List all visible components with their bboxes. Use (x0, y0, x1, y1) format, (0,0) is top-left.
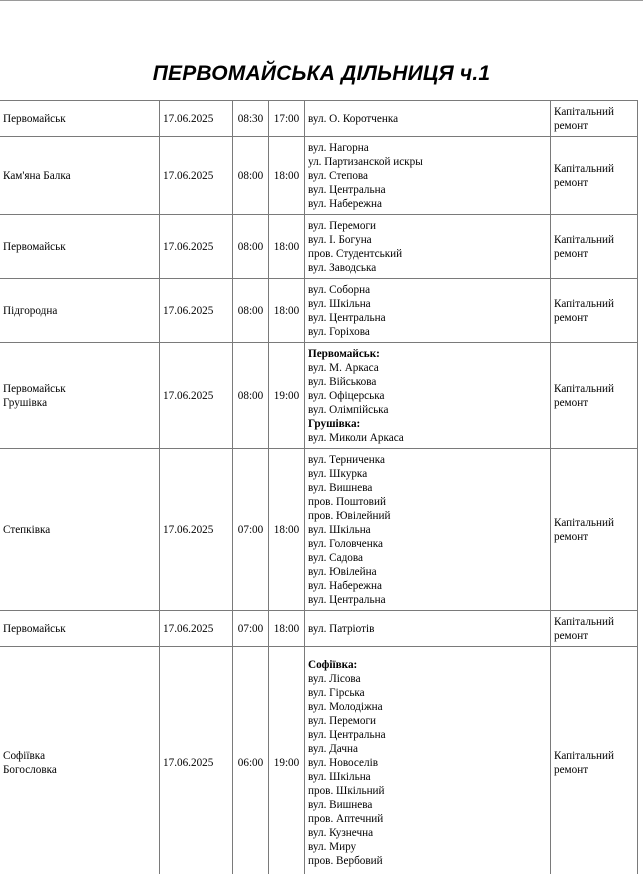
location-name: Степківка (3, 523, 51, 536)
street-line: вул. Перемоги (308, 219, 377, 232)
streets-cell (305, 215, 551, 279)
location-name: Первомайськ (3, 240, 66, 253)
street-line: вул. М. Аркаса (308, 361, 379, 374)
street-line: вул. Олімпійська (308, 403, 389, 416)
work-type-line: ремонт (554, 396, 589, 409)
table-row (0, 647, 638, 874)
location-name: Грушівка (3, 396, 48, 409)
end-time-cell: 18:00 (269, 215, 305, 279)
location-name: Софіївка (3, 749, 46, 762)
work-type-cell (551, 647, 638, 874)
work-type-cell (551, 215, 638, 279)
streets-cell (305, 343, 551, 449)
street-line: вул. Ювілейна (308, 565, 377, 578)
street-line: вул. Набережна (308, 197, 382, 210)
streets-cell (305, 101, 551, 137)
date-cell: 17.06.2025 (160, 137, 233, 215)
location-name: Кам'яна Балка (3, 169, 71, 182)
work-type-line: ремонт (554, 311, 589, 324)
street-line: вул. Кузнечна (308, 826, 374, 839)
table-row (0, 215, 638, 279)
street-line: пров. Ювілейний (308, 509, 391, 522)
location-name: Підгородна (3, 304, 58, 317)
location-cell (0, 449, 160, 611)
location-cell (0, 647, 160, 874)
work-type-line: Капітальний (554, 382, 614, 395)
location-name: Богословка (3, 763, 57, 776)
street-line: вул. Центральна (308, 593, 386, 606)
work-type-line: Капітальний (554, 233, 614, 246)
date-cell: 17.06.2025 (160, 611, 233, 647)
work-type-line: ремонт (554, 247, 589, 260)
date-cell: 17.06.2025 (160, 101, 233, 137)
work-type-line: ремонт (554, 530, 589, 543)
street-line: вул. Дачна (308, 742, 358, 755)
outage-schedule-table (0, 100, 638, 874)
street-line: вул. Офіцерська (308, 389, 385, 402)
street-line: пров. Шкільний (308, 784, 385, 797)
location-cell (0, 343, 160, 449)
street-line: вул. Заводська (308, 261, 377, 274)
work-type-line: ремонт (554, 763, 589, 776)
street-line: вул. Миколи Аркаса (308, 431, 404, 444)
streets-cell (305, 647, 551, 874)
street-line: вул. Центральна (308, 311, 386, 324)
table-row (0, 611, 638, 647)
end-time-cell: 19:00 (269, 343, 305, 449)
street-line: вул. Нагорна (308, 141, 369, 154)
start-time-cell: 08:00 (233, 137, 269, 215)
street-line: вул. Вишнева (308, 798, 373, 811)
street-line: вул. Терниченка (308, 453, 385, 466)
work-type-cell (551, 343, 638, 449)
street-line: вул. Соборна (308, 283, 371, 296)
start-time-cell: 08:00 (233, 215, 269, 279)
location-name: Первомайськ (3, 382, 66, 395)
location-cell (0, 215, 160, 279)
work-type-line: ремонт (554, 176, 589, 189)
end-time-cell: 18:00 (269, 279, 305, 343)
work-type-line: Капітальний (554, 615, 614, 628)
work-type-line: Капітальний (554, 516, 614, 529)
street-line: вул. Гірська (308, 686, 365, 699)
work-type-line: ремонт (554, 119, 589, 132)
street-line: вул. Перемоги (308, 714, 377, 727)
street-line: вул. Миру (308, 840, 357, 853)
table-row (0, 101, 638, 137)
street-line: вул. Молодіжна (308, 700, 383, 713)
start-time-cell: 08:00 (233, 279, 269, 343)
table-row (0, 279, 638, 343)
work-type-cell (551, 449, 638, 611)
street-line: вул. Новоселів (308, 756, 378, 769)
street-line: вул. Шкурка (308, 467, 368, 480)
street-line: вул. Патріотів (308, 622, 375, 635)
street-line: вул. Садова (308, 551, 363, 564)
street-line: пров. Поштовий (308, 495, 386, 508)
end-time-cell: 19:00 (269, 647, 305, 874)
street-line: вул. Шкільна (308, 770, 371, 783)
settlement-heading: Первомайськ: (308, 347, 380, 360)
work-type-cell (551, 137, 638, 215)
end-time-cell: 18:00 (269, 137, 305, 215)
street-line: вул. І. Богуна (308, 233, 372, 246)
settlement-heading: Софіївка: (308, 658, 358, 671)
start-time-cell: 08:30 (233, 101, 269, 137)
street-line: ул. Партизанской искры (308, 155, 423, 168)
work-type-line: Капітальний (554, 162, 614, 175)
streets-cell (305, 611, 551, 647)
date-cell: 17.06.2025 (160, 647, 233, 874)
work-type-cell (551, 611, 638, 647)
table-body (0, 101, 638, 874)
end-time-cell: 18:00 (269, 449, 305, 611)
page-title: ПЕРВОМАЙСЬКА ДІЛЬНИЦЯ ч.1 (152, 62, 491, 85)
street-line: вул. Степова (308, 169, 369, 182)
location-cell (0, 279, 160, 343)
date-cell: 17.06.2025 (160, 449, 233, 611)
location-name: Первомайськ (3, 622, 66, 635)
work-type-line: Капітальний (554, 749, 614, 762)
end-time-cell: 18:00 (269, 611, 305, 647)
street-line: вул. Військова (308, 375, 377, 388)
location-cell (0, 611, 160, 647)
start-time-cell: 07:00 (233, 611, 269, 647)
streets-cell (305, 449, 551, 611)
table-row (0, 137, 638, 215)
street-line: вул. Вишнева (308, 481, 373, 494)
street-line: вул. Шкільна (308, 523, 371, 536)
street-line: пров. Студентський (308, 247, 403, 260)
date-cell: 17.06.2025 (160, 279, 233, 343)
table-row (0, 449, 638, 611)
street-line: вул. Набережна (308, 579, 382, 592)
street-line: пров. Аптечний (308, 812, 384, 825)
date-cell: 17.06.2025 (160, 343, 233, 449)
settlement-heading: Грушівка: (308, 417, 361, 430)
street-line: вул. Горіхова (308, 325, 370, 338)
street-line: вул. О. Коротченка (308, 112, 399, 125)
street-line: вул. Центральна (308, 728, 386, 741)
location-name: Первомайськ (3, 112, 66, 125)
streets-cell (305, 137, 551, 215)
street-line: вул. Шкільна (308, 297, 371, 310)
start-time-cell: 07:00 (233, 449, 269, 611)
location-cell (0, 137, 160, 215)
street-line: пров. Вербовий (308, 854, 383, 867)
location-cell (0, 101, 160, 137)
street-line: вул. Головченка (308, 537, 383, 550)
work-type-cell (551, 101, 638, 137)
date-cell: 17.06.2025 (160, 215, 233, 279)
end-time-cell: 17:00 (269, 101, 305, 137)
street-line: вул. Лісова (308, 672, 361, 685)
table-row (0, 343, 638, 449)
streets-cell (305, 279, 551, 343)
work-type-cell (551, 279, 638, 343)
street-line: вул. Центральна (308, 183, 386, 196)
work-type-line: Капітальний (554, 297, 614, 310)
work-type-line: ремонт (554, 629, 589, 642)
start-time-cell: 08:00 (233, 343, 269, 449)
start-time-cell: 06:00 (233, 647, 269, 874)
work-type-line: Капітальний (554, 105, 614, 118)
top-divider (0, 0, 643, 1)
